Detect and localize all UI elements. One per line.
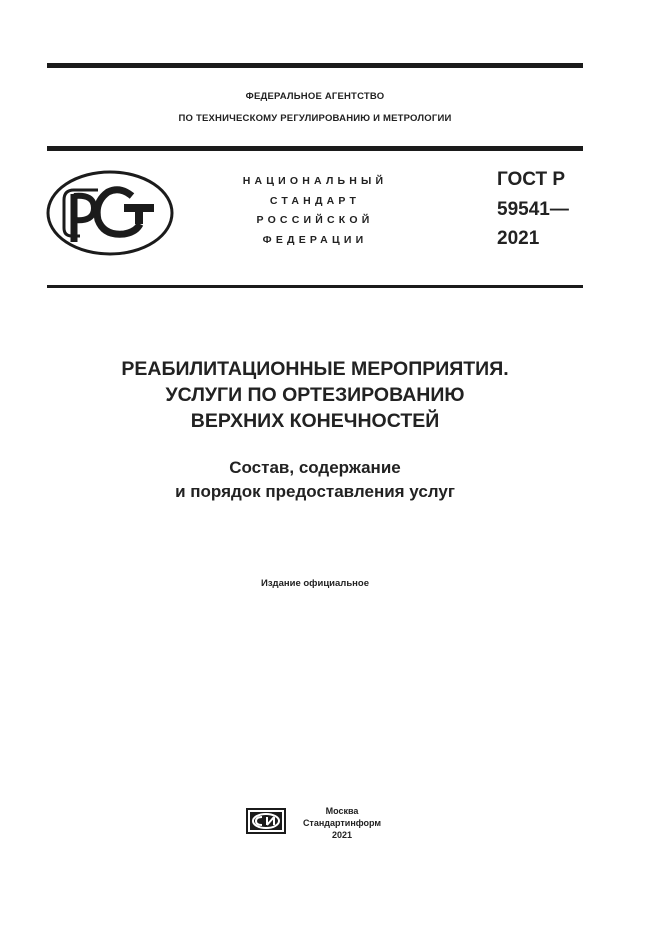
- block-rule: [47, 285, 583, 288]
- title-line-2: УСЛУГИ ПО ОРТЕЗИРОВАНИЮ: [165, 384, 465, 406]
- gost-designation-line-2: 59541—: [497, 199, 569, 220]
- agency-line-2: ПО ТЕХНИЧЕСКОМУ РЕГУЛИРОВАНИЮ И МЕТРОЛОГИИ: [178, 113, 452, 124]
- national-line-1: НАЦИОНАЛЬНЫЙ: [242, 175, 388, 187]
- publisher-year: 2021: [331, 830, 353, 840]
- gost-designation-line-1: ГОСТ Р: [497, 169, 566, 190]
- gost-r-mark-icon: [46, 170, 174, 256]
- title-line-3: ВЕРХНИХ КОНЕЧНОСТЕЙ: [190, 410, 440, 432]
- national-line-2: СТАНДАРТ: [269, 195, 361, 207]
- publisher-name: Стандартинформ: [302, 818, 382, 828]
- gost-designation-line-3: 2021: [497, 228, 540, 249]
- header-rule: [47, 146, 583, 151]
- title-line-1: РЕАБИЛИТАЦИОННЫЕ МЕРОПРИЯТИЯ.: [121, 358, 509, 380]
- national-line-3: РОССИЙСКОЙ: [256, 214, 374, 226]
- subtitle-line-1: Состав, содержание: [229, 458, 401, 477]
- national-line-4: ФЕДЕРАЦИИ: [262, 234, 368, 246]
- edition-label: Издание официальное: [261, 578, 369, 589]
- standartinform-logo-icon: [246, 808, 286, 834]
- top-rule: [47, 63, 583, 68]
- publisher-imprint: [292, 805, 392, 841]
- agency-line-1: ФЕДЕРАЛЬНОЕ АГЕНТСТВО: [245, 91, 385, 102]
- publisher-city: Москва: [325, 806, 359, 816]
- subtitle-line-2: и порядок предоставления услуг: [175, 482, 455, 501]
